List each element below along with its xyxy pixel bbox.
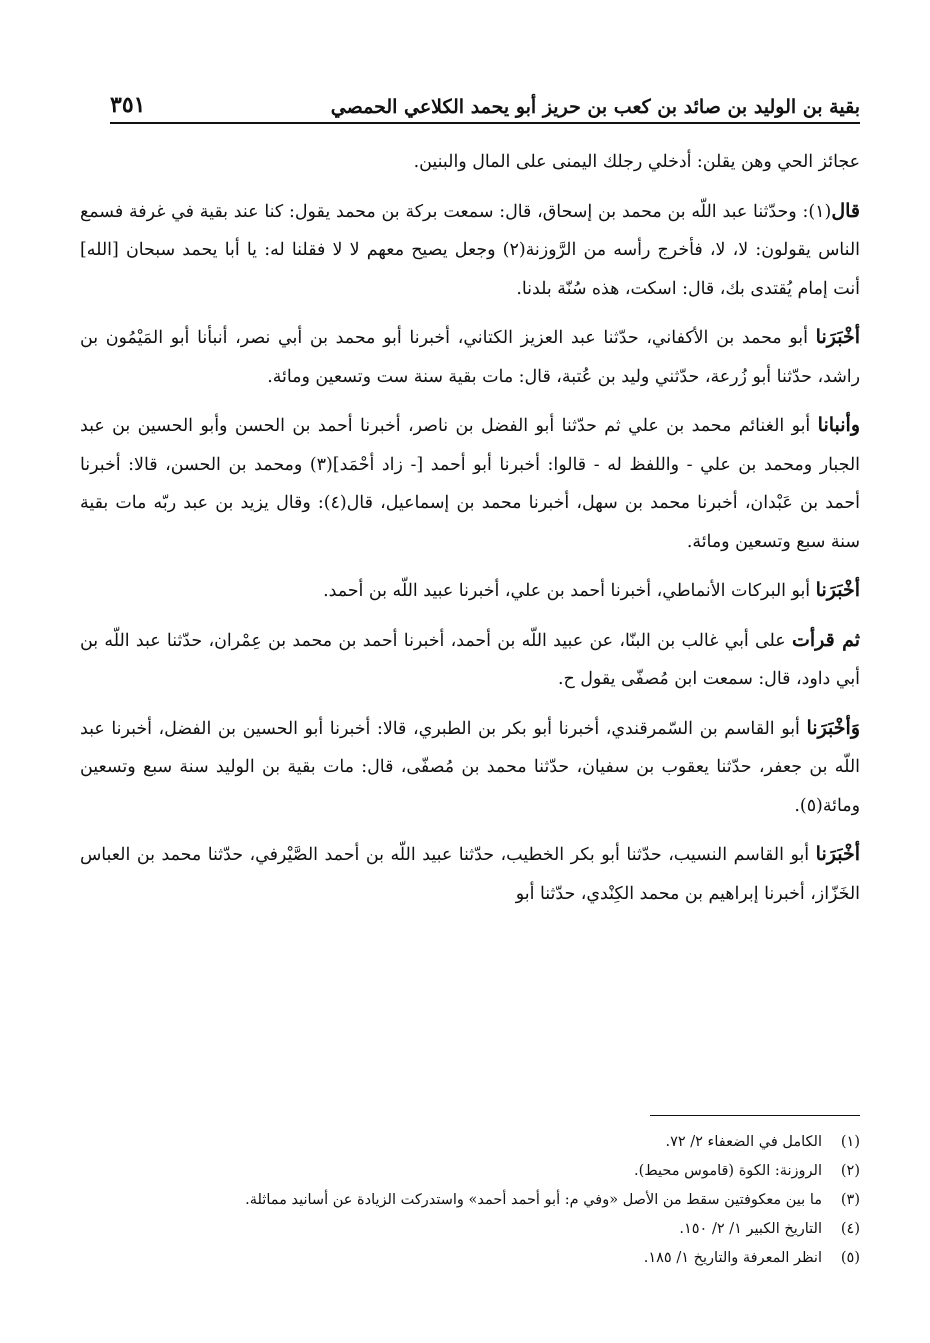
page-number: ٣٥١ [110, 92, 146, 118]
footnote-number: (٤) [840, 1221, 860, 1237]
paragraph [80, 621, 860, 699]
footnotes [80, 1128, 860, 1273]
paragraph-text: أبو القاسم النسيب، حدّثنا أبو بكر الخطيب، حدّثنا عبيد اللّه بن أحمد الصَّيْرفي، حدّثنا محمد بن العباس الخَزّاز، أخبرنا إبراهيم بن محمد الكِنْدي، حدّثنا أبو [80, 845, 860, 904]
paragraph-text: أبو محمد بن الأكفاني، حدّثنا عبد العزيز الكتاني، أخبرنا أبو محمد بن أبي نصر، أنبأنا أبو المَيْمُون بن راشد، حدّثنا أبو زُرعة، حدّثني وليد بن عُتبة، قال: مات بقية سنة ست وتسعين ومائة. [80, 328, 860, 387]
paragraph-text: (١): وحدّثنا عبد اللّه بن محمد بن إسحاق، قال: سمعت بركة بن محمد يقول: كنا عند بقية في غرفة فسمع الناس يقولون: لا، لا، فأخرج رأسه من الرَّوزنة(٢) وجعل يصيح معهم لا لا فقلنا له: يا أبا يحمد سبحان [الله] أنت إمام يُقتدى بك، قال: اسكت، هذه سُنّة بلدنا. [80, 201, 860, 299]
paragraph-text: عجائز الحي وهن يقلن: أدخلي رجلك اليمنى على المال والبنين. [413, 152, 860, 172]
footnote [80, 1128, 860, 1157]
paragraph-lead: وَأخْبَرَنا [806, 716, 860, 739]
paragraph [80, 571, 860, 611]
paragraph-text: أبو القاسم بن السّمرقندي، أخبرنا أبو بكر بن الطبري، قالا: أخبرنا أبو الحسين بن الفضل، أخبرنا عبد اللّه بن جعفر، حدّثنا يعقوب بن سفيان، حدّثنا محمد بن مُصفّى، قال: مات بقية بن الوليد سنة سبع وتسعين ومائة(٥). [80, 718, 860, 816]
footnote-text: انظر المعرفة والتاريخ ١/ ١٨٥. [643, 1250, 822, 1266]
paragraph-lead: وأنبانا [817, 414, 860, 436]
footnote [80, 1215, 860, 1244]
paragraph-text: أبو البركات الأنماطي، أخبرنا أحمد بن علي، أخبرنا عبيد اللّه بن أحمد. [323, 581, 816, 601]
running-title: بقية بن الوليد بن صائد بن كعب بن حريز أبو يحمد الكلاعي الحمصي [330, 96, 860, 118]
paragraph-lead: ثم قرأت [791, 628, 861, 651]
paragraph-text: على أبي غالب بن البنّا، عن عبيد اللّه بن أحمد، أخبرنا أحمد بن محمد بن عِمْران، حدّثنا عبد اللّه بن أبي داود، قال: سمعت ابن مُصفّى يقول ح. [80, 630, 860, 689]
paragraph [80, 192, 860, 309]
paragraph [80, 318, 860, 396]
paragraph-lead: قال [831, 199, 860, 222]
footnote-number: (٥) [840, 1250, 860, 1266]
main-text [80, 142, 860, 923]
footnote-text: التاريخ الكبير ١/ ٢/ ١٥٠. [679, 1221, 822, 1237]
paragraph-lead: أخْبَرَنا [815, 579, 860, 601]
footnote-text: الروزنة: الكوة (قاموس محيط). [633, 1163, 822, 1179]
paragraph [80, 835, 860, 913]
paragraph-text: أبو الغنائم محمد بن علي ثم حدّثنا أبو الفضل بن ناصر، أخبرنا أحمد بن الحسن وأبو الحسين بن عبد الجبار ومحمد بن علي - واللفظ له - قالوا: أخبرنا أبو أحمد [- زاد أحْمَد](٣) ومحمد بن الحسن، قالا: أخبرنا أحمد بن عَبْدان، أخبرنا محمد بن سهل، أخبرنا محمد بن إسماعيل، قال(٤): وقال يزيد بن عبد ربّه مات بقية سنة سبع وتسعين ومائة. [80, 416, 860, 552]
paragraph [80, 709, 860, 826]
footnote-number: (٣) [840, 1192, 860, 1208]
paragraph-lead: أخْبَرَنا [815, 843, 860, 865]
footnote-number: (٢) [840, 1163, 860, 1179]
footnote-separator [650, 1115, 860, 1116]
page-header [110, 78, 860, 124]
paragraph [80, 142, 860, 182]
footnote [80, 1157, 860, 1186]
footnote-text: الكامل في الضعفاء ٢/ ٧٢. [665, 1134, 822, 1150]
paragraph-lead: أخْبَرَنا [815, 326, 860, 348]
footnote-number: (١) [840, 1134, 860, 1150]
footnote-text: ما بين معكوفتين سقط من الأصل «وفي م: أبو أحمد أحمد» واستدركت الزيادة عن أسانيد مماثلة. [245, 1192, 822, 1208]
footnote [80, 1244, 860, 1273]
footnote [80, 1186, 860, 1215]
paragraph [80, 406, 860, 561]
